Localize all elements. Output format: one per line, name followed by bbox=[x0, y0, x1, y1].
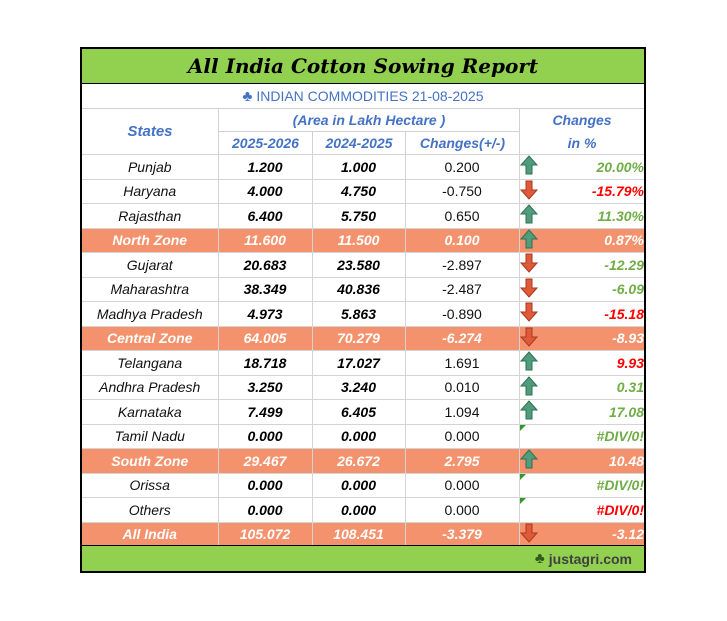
down-arrow-icon bbox=[520, 523, 538, 543]
table-row bbox=[82, 253, 644, 278]
down-arrow-icon bbox=[520, 278, 538, 298]
change-pct-cell: -6.09 bbox=[547, 277, 644, 302]
down-arrow-icon bbox=[520, 302, 538, 322]
state-cell: Haryana bbox=[82, 179, 218, 204]
table-row bbox=[82, 302, 644, 327]
area-2024-cell: 1.000 bbox=[312, 155, 405, 180]
state-cell: Gujarat bbox=[82, 253, 218, 278]
trend-arrow-cell bbox=[519, 204, 547, 229]
change-cell: -2.897 bbox=[405, 253, 519, 278]
state-cell: Others bbox=[82, 498, 218, 523]
sowing-table bbox=[82, 154, 644, 546]
area-2024-cell: 108.451 bbox=[312, 522, 405, 546]
area-2025-cell: 6.400 bbox=[218, 204, 312, 229]
trend-arrow-cell bbox=[519, 424, 547, 449]
change-cell: 0.650 bbox=[405, 204, 519, 229]
up-arrow-icon bbox=[520, 449, 538, 469]
report-subtitle bbox=[82, 84, 644, 109]
state-cell: Karnataka bbox=[82, 400, 218, 425]
header-states: States bbox=[127, 122, 173, 140]
change-cell: -0.890 bbox=[405, 302, 519, 327]
down-arrow-icon bbox=[520, 253, 538, 273]
change-pct-cell: 0.31 bbox=[547, 375, 644, 400]
footer-bar bbox=[82, 545, 644, 571]
table-row bbox=[82, 400, 644, 425]
table-row bbox=[82, 155, 644, 180]
error-marker-icon bbox=[520, 498, 526, 504]
area-2024-cell: 70.279 bbox=[312, 326, 405, 351]
area-2025-cell: 11.600 bbox=[218, 228, 312, 253]
state-cell: North Zone bbox=[82, 228, 218, 253]
area-2025-cell: 18.718 bbox=[218, 351, 312, 376]
down-arrow-icon bbox=[520, 327, 538, 347]
trend-arrow-cell bbox=[519, 326, 547, 351]
change-cell: 1.691 bbox=[405, 351, 519, 376]
report-title: All India Cotton Sowing Report bbox=[82, 49, 644, 84]
trend-arrow-cell bbox=[519, 473, 547, 498]
change-pct-cell: -3.12 bbox=[547, 522, 644, 546]
area-2025-cell: 29.467 bbox=[218, 449, 312, 474]
change-cell: -2.487 bbox=[405, 277, 519, 302]
change-pct-cell: 11.30% bbox=[547, 204, 644, 229]
area-2024-cell: 5.750 bbox=[312, 204, 405, 229]
area-2025-cell: 7.499 bbox=[218, 400, 312, 425]
change-pct-cell: 20.00% bbox=[547, 155, 644, 180]
state-cell: Orissa bbox=[82, 473, 218, 498]
state-cell: Andhra Pradesh bbox=[82, 375, 218, 400]
change-pct-cell: 0.87% bbox=[547, 228, 644, 253]
area-2025-cell: 0.000 bbox=[218, 424, 312, 449]
area-2024-cell: 23.580 bbox=[312, 253, 405, 278]
zone-row bbox=[82, 228, 644, 253]
report-frame bbox=[80, 47, 646, 573]
table-row bbox=[82, 473, 644, 498]
change-pct-cell: -12.29 bbox=[547, 253, 644, 278]
header-year-2024: 2024-2025 bbox=[325, 135, 393, 151]
error-marker-icon bbox=[520, 425, 526, 431]
area-2025-cell: 4.000 bbox=[218, 179, 312, 204]
state-cell: Central Zone bbox=[82, 326, 218, 351]
change-cell: 0.000 bbox=[405, 473, 519, 498]
leaf-icon: ♣ bbox=[242, 87, 253, 105]
trend-arrow-cell bbox=[519, 449, 547, 474]
area-2025-cell: 64.005 bbox=[218, 326, 312, 351]
change-pct-cell: 10.48 bbox=[547, 449, 644, 474]
area-2025-cell: 3.250 bbox=[218, 375, 312, 400]
leaf-icon: ♣ bbox=[534, 550, 545, 567]
area-2025-cell: 105.072 bbox=[218, 522, 312, 546]
area-2024-cell: 0.000 bbox=[312, 498, 405, 523]
area-2024-cell: 17.027 bbox=[312, 351, 405, 376]
trend-arrow-cell bbox=[519, 179, 547, 204]
zone-row bbox=[82, 326, 644, 351]
trend-arrow-cell bbox=[519, 375, 547, 400]
state-cell: Maharashtra bbox=[82, 277, 218, 302]
state-cell: Tamil Nadu bbox=[82, 424, 218, 449]
change-pct-cell: 9.93 bbox=[547, 351, 644, 376]
error-marker-icon bbox=[520, 474, 526, 480]
trend-arrow-cell bbox=[519, 498, 547, 523]
change-cell: 0.100 bbox=[405, 228, 519, 253]
area-2024-cell: 11.500 bbox=[312, 228, 405, 253]
state-cell: All India bbox=[82, 522, 218, 546]
up-arrow-icon bbox=[520, 229, 538, 249]
down-arrow-icon bbox=[520, 180, 538, 200]
area-2024-cell: 40.836 bbox=[312, 277, 405, 302]
change-cell: 0.000 bbox=[405, 498, 519, 523]
change-pct-cell: 17.08 bbox=[547, 400, 644, 425]
up-arrow-icon bbox=[520, 204, 538, 224]
state-cell: Rajasthan bbox=[82, 204, 218, 229]
up-arrow-icon bbox=[520, 155, 538, 175]
trend-arrow-cell bbox=[519, 155, 547, 180]
change-pct-cell: #DIV/0! bbox=[547, 498, 644, 523]
up-arrow-icon bbox=[520, 400, 538, 420]
change-pct-cell: #DIV/0! bbox=[547, 473, 644, 498]
change-pct-cell: -15.18 bbox=[547, 302, 644, 327]
state-cell: Telangana bbox=[82, 351, 218, 376]
area-2024-cell: 3.240 bbox=[312, 375, 405, 400]
change-cell: -6.274 bbox=[405, 326, 519, 351]
footer-site: justagri.com bbox=[548, 550, 632, 567]
trend-arrow-cell bbox=[519, 351, 547, 376]
state-cell: Madhya Pradesh bbox=[82, 302, 218, 327]
trend-arrow-cell bbox=[519, 277, 547, 302]
table-row bbox=[82, 375, 644, 400]
zone-row bbox=[82, 449, 644, 474]
area-2024-cell: 6.405 bbox=[312, 400, 405, 425]
table-row bbox=[82, 277, 644, 302]
change-cell: -0.750 bbox=[405, 179, 519, 204]
header-pct-line1: Changes bbox=[552, 112, 612, 128]
subtitle-text: INDIAN COMMODITIES 21-08-2025 bbox=[256, 88, 484, 104]
change-cell: 0.010 bbox=[405, 375, 519, 400]
change-pct-cell: -15.79% bbox=[547, 179, 644, 204]
area-2025-cell: 38.349 bbox=[218, 277, 312, 302]
trend-arrow-cell bbox=[519, 302, 547, 327]
trend-arrow-cell bbox=[519, 253, 547, 278]
area-2025-cell: 4.973 bbox=[218, 302, 312, 327]
area-2024-cell: 0.000 bbox=[312, 473, 405, 498]
change-cell: 0.200 bbox=[405, 155, 519, 180]
change-cell: 2.795 bbox=[405, 449, 519, 474]
area-2025-cell: 1.200 bbox=[218, 155, 312, 180]
area-2024-cell: 4.750 bbox=[312, 179, 405, 204]
trend-arrow-cell bbox=[519, 228, 547, 253]
area-2024-cell: 5.863 bbox=[312, 302, 405, 327]
header-changes: Changes(+/-) bbox=[419, 135, 506, 151]
up-arrow-icon bbox=[520, 376, 538, 396]
change-cell: -3.379 bbox=[405, 522, 519, 546]
change-pct-cell: #DIV/0! bbox=[547, 424, 644, 449]
table-row bbox=[82, 498, 644, 523]
table-row bbox=[82, 351, 644, 376]
table-row bbox=[82, 204, 644, 229]
state-cell: South Zone bbox=[82, 449, 218, 474]
zone-row bbox=[82, 522, 644, 546]
change-cell: 0.000 bbox=[405, 424, 519, 449]
header-pct-line2: in % bbox=[567, 135, 597, 151]
area-2025-cell: 0.000 bbox=[218, 473, 312, 498]
area-2025-cell: 20.683 bbox=[218, 253, 312, 278]
area-2024-cell: 0.000 bbox=[312, 424, 405, 449]
up-arrow-icon bbox=[520, 351, 538, 371]
change-pct-cell: -8.93 bbox=[547, 326, 644, 351]
table-row bbox=[82, 424, 644, 449]
header-year-2025: 2025-2026 bbox=[232, 135, 299, 151]
area-2025-cell: 0.000 bbox=[218, 498, 312, 523]
table-row bbox=[82, 179, 644, 204]
trend-arrow-cell bbox=[519, 400, 547, 425]
area-2024-cell: 26.672 bbox=[312, 449, 405, 474]
header-area-unit: (Area in Lakh Hectare ) bbox=[292, 112, 446, 128]
state-cell: Punjab bbox=[82, 155, 218, 180]
trend-arrow-cell bbox=[519, 522, 547, 546]
change-cell: 1.094 bbox=[405, 400, 519, 425]
